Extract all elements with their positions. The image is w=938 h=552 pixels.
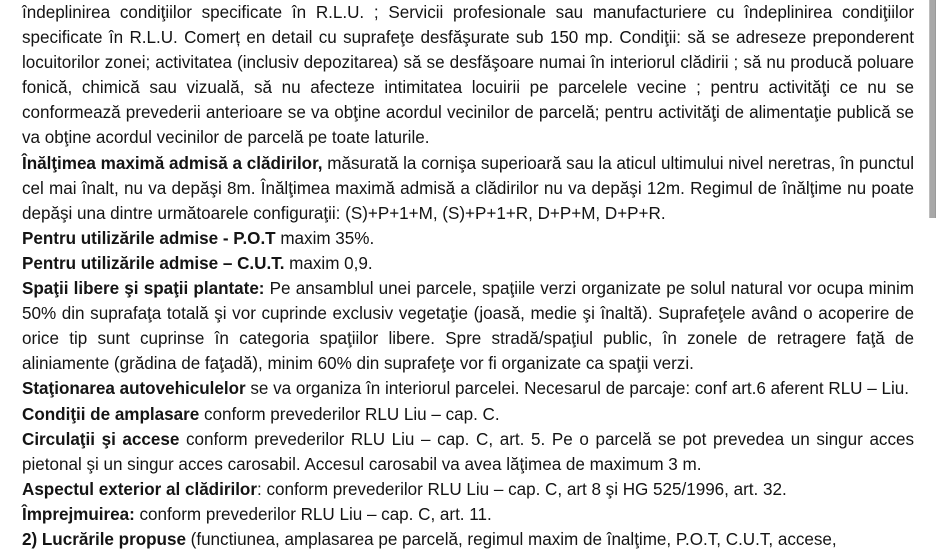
bold-run: Circulaţii şi accese: [22, 429, 180, 449]
vertical-scrollbar-track[interactable]: [922, 0, 938, 527]
vertical-scrollbar-thumb[interactable]: [929, 0, 936, 218]
text-run: maxim 35%.: [275, 228, 375, 248]
text-run: : conform prevederilor RLU Liu – cap. C, art 8 şi HG 525/1996, art. 32.: [256, 479, 787, 499]
text-run: maxim 0,9.: [284, 253, 373, 273]
text-run: măsurată la cornişa superioară sau la aticul ultimului nivel neretras, în punctul cel mai înalt, nu va depăşi 8m. Înălţimea maximă admisă a clădirilor nu va depăşi 12m. Regimul de înălţime nu poate depăşi una dintre următoarele configuraţii: (S)+P+1+M, (S)+P+1+R, D+P+M, D+P+R.: [22, 153, 914, 223]
p-inaltimea-maxima: [22, 151, 914, 226]
p-pot: [22, 226, 914, 251]
bold-run: Condiţii de amplasare: [22, 404, 200, 424]
text-run: conform prevederilor RLU Liu – cap. C, art. 5. Pe o parcelă se pot prevedea un singur acces pietonal şi un singur acces carosabil. Accesul carosabil va avea lăţimea de maximum 3 m.: [22, 429, 914, 474]
bold-run: Spaţii libere şi spaţii plantate:: [22, 279, 265, 299]
p-cut: [22, 251, 914, 276]
text-run: (functiunea, amplasarea pe parcelă, regimul maxim de înalţime, P.O.T, C.U.T, accese,: [185, 529, 837, 549]
bold-run: Pentru utilizările admise – C.U.T.: [22, 253, 285, 273]
bold-run: Împrejmuirea:: [22, 504, 135, 524]
p-conditii-rlu: [22, 0, 914, 151]
bold-run: Aspectul exterior al clădirilor: [22, 479, 257, 499]
bold-run: Staţionarea autovehiculelor: [22, 379, 246, 399]
p-spatii-libere: [22, 276, 914, 376]
p-aspectul-exterior: [22, 477, 914, 502]
p-conditii-amplasare: [22, 402, 914, 427]
bold-run: Înălţimea maximă admisă a clădirilor,: [22, 153, 323, 173]
bold-run: Pentru utilizările admise - P.O.T: [22, 228, 276, 248]
p-stationarea: [22, 376, 914, 401]
p-imprejmuirea: [22, 502, 914, 527]
p-lucrarile-propuse: [22, 527, 914, 552]
document-text-body: [22, 0, 914, 552]
text-run: îndeplinirea condiţiilor specificate în R.L.U. ; Servicii profesionale sau manufacturiere cu îndeplinirea condiţiilor specificate în R.L.U. Comerț en detail cu suprafeţe desfăşurate sub 150 mp. Condiţii: să se adreseze preponderent locuitorilor zonei; activitatea (inclusiv depozitarea) să se desfăşoare numai în interiorul clădirii ; să nu producă poluare fonică, chimică sau vizuală, să nu afecteze intimitatea locuirii pe parcelele vecine ; pentru activităţi ce nu se conformează prevederii anterioare se va obţine acordul vecinilor de parcelă; pentru activităţi de alimentaţie publică se va obţine acordul vecinilor de parcelă pe toate laturile.: [22, 3, 914, 148]
bold-run: 2) Lucrările propuse: [22, 529, 186, 549]
text-run: conform prevederilor RLU Liu – cap. C, art. 11.: [134, 504, 492, 524]
text-run: conform prevederilor RLU Liu – cap. C.: [199, 404, 500, 424]
text-run: Pe ansamblul unei parcele, spaţiile verzi organizate pe solul natural vor ocupa minim 50% din suprafaţa totală şi vor cuprinde exclusiv vegetaţie (joasă, medie şi înaltă). Suprafeţele având o acoperire de orice tip sunt cuprinse în categoria spaţiilor libere. Spre stradă/spaţiul public, în zonele de retragere faţă de aliniamente (grădina de faţadă), minim 60% din suprafeţe vor fi organizate ca spaţii verzi.: [22, 279, 914, 374]
p-circulatii: [22, 427, 914, 477]
text-run: se va organiza în interiorul parcelei. Necesarul de parcaje: conf art.6 aferent RLU – Liu.: [245, 379, 909, 399]
